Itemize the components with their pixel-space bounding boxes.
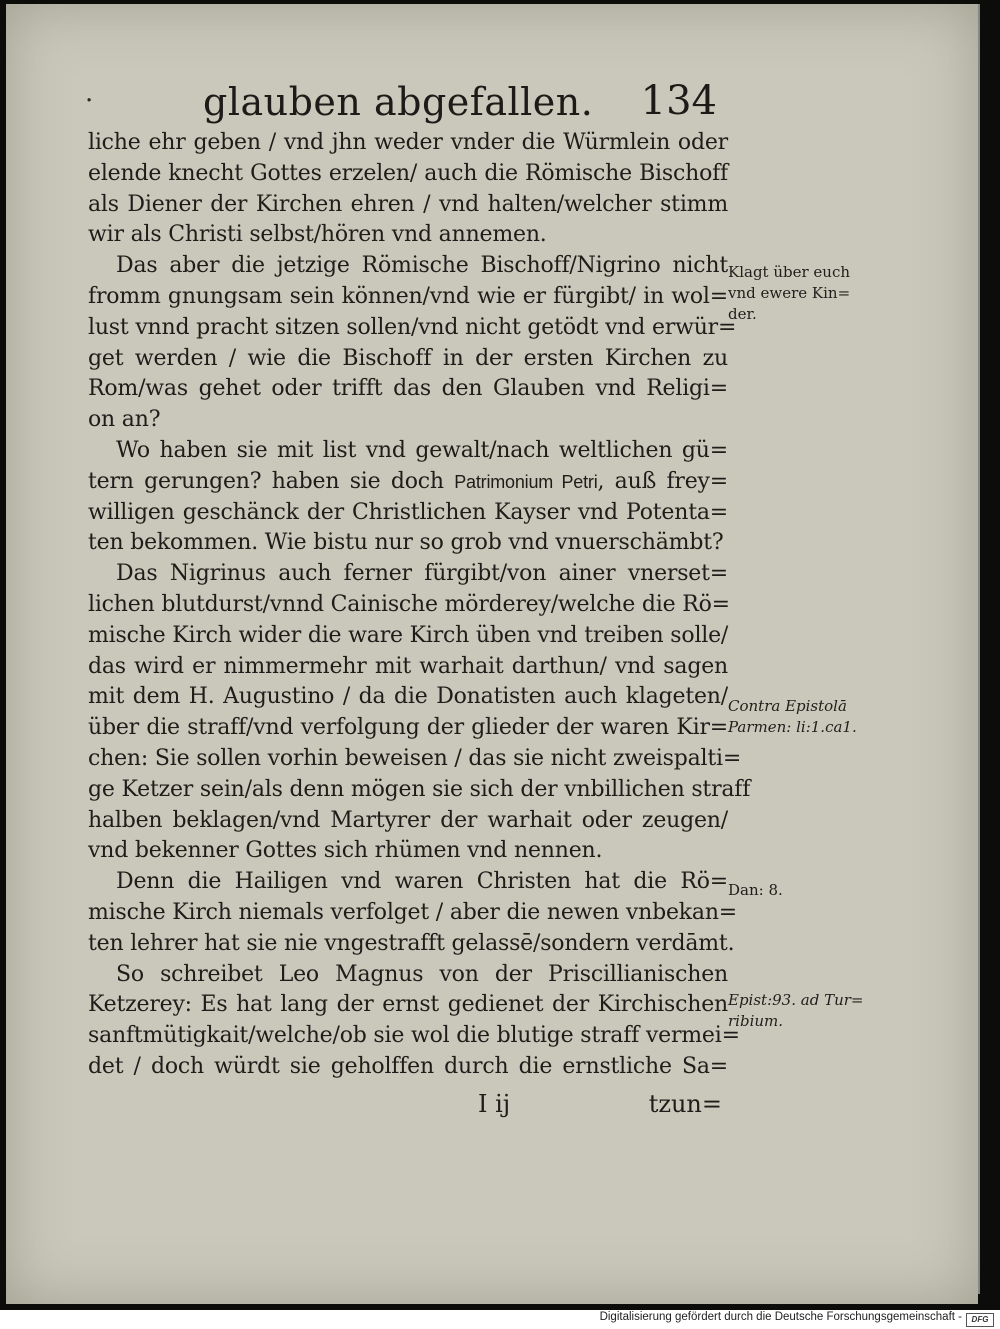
- text-line: Wo haben sie mit list vnd gewalt/nach weltlichen gü=: [116, 437, 728, 463]
- marginal-note-line: vnd ewere Kin=: [728, 284, 851, 302]
- text-line: Denn die Hailigen vnd waren Christen hat die Rö=: [116, 869, 728, 895]
- text-line: vnd bekenner Gottes sich rhümen vnd nennen.: [88, 838, 603, 864]
- marginal-note-line: Klagt über euch: [728, 263, 851, 281]
- text-line: Das Nigrinus auch ferner fürgibt/von ainer vnerset=: [116, 561, 728, 587]
- dfg-logo: DFG: [966, 1313, 994, 1327]
- text-line: ten lehrer hat sie nie vngestrafft gelassē/sondern verdāmt.: [88, 930, 735, 956]
- running-head: [85, 78, 725, 128]
- funding-credit: Digitalisierung gefördert durch die Deutsche Forschungsgemeinschaft -: [599, 1311, 962, 1323]
- marginal-note-line: Dan: 8.: [728, 881, 783, 899]
- text-line: liche ehr geben / vnd jhn weder vnder die Würmlein oder: [88, 130, 728, 155]
- text-line: mit dem H. Augustino / da die Donatisten auch klageten/: [88, 684, 728, 710]
- text-line: ge Ketzer sein/als denn mögen sie sich der vnbillichen straff: [88, 776, 751, 802]
- text-line: lust vnnd pracht sitzen sollen/vnd nicht getödt vnd erwür=: [88, 314, 737, 340]
- latin-phrase: Patrimonium Petri: [454, 471, 598, 492]
- text-line: Das aber die jetzige Römische Bischoff/Nigrino nicht: [116, 253, 728, 279]
- text-line: über die straff/vnd verfolgung der glieder der waren Kir=: [88, 715, 728, 741]
- text-line: halben beklagen/vnd Martyrer der warhait oder zeugen/: [88, 807, 728, 833]
- marginal-note-line: ribium.: [728, 1012, 784, 1030]
- text-line: fromm gnungsam sein können/vnd wie er fürgibt/ in wol=: [88, 283, 728, 309]
- text-line: sanftmütigkait/welche/ob sie wol die blutige straff vermei=: [88, 1023, 740, 1049]
- text-line: [88, 467, 728, 498]
- marginal-note-3: [728, 880, 878, 901]
- text-line: wir als Christi selbst/hören vnd annemen.: [88, 222, 547, 248]
- text-line: lichen blutdurst/vnnd Cainische mörderey/welche die Rö=: [88, 591, 730, 617]
- credit-bar: [0, 1310, 1000, 1329]
- folio-number: 134: [640, 78, 717, 124]
- text-line: ten bekommen. Wie bistu nur so grob vnd vnuerschämbt?: [88, 530, 724, 556]
- running-head-title: glauben abgefallen.: [203, 80, 594, 124]
- text-line: elende knecht Gottes erzelen/ auch die Römische Bischoff: [88, 160, 728, 186]
- marginal-note-1: [728, 262, 878, 325]
- text-line: Rom/was gehet oder trifft das den Glauben vnd Religi=: [88, 376, 728, 402]
- marginal-note-line: Parmen: li:1.ca1.: [728, 718, 857, 736]
- text-line: als Diener der Kirchen ehren / vnd halten/welcher stimm: [88, 191, 728, 217]
- main-text-block: [88, 128, 751, 1083]
- text-line: on an?: [88, 407, 161, 433]
- text-segment: , auß frey=: [597, 468, 728, 494]
- page-footer: [88, 1090, 728, 1124]
- text-line: get werden / wie die Bischoff in der ersten Kirchen zu: [88, 345, 728, 371]
- marginal-note-4: [728, 990, 878, 1032]
- catchword: tzun=: [648, 1090, 722, 1118]
- head-ornament-dot: ·: [85, 86, 94, 116]
- marginal-note-line: der.: [728, 305, 757, 323]
- signature-mark: I ij: [478, 1090, 511, 1118]
- text-line: das wird er nimmermehr mit warhait darthun/ vnd sagen: [88, 653, 728, 679]
- text-line: det / doch würdt sie geholffen durch die ernstliche Sa=: [88, 1053, 728, 1079]
- text-segment: tern gerungen? haben sie doch: [88, 468, 455, 494]
- marginal-note-2: [728, 696, 878, 738]
- text-line: mische Kirch niemals verfolget / aber die newen vnbekan=: [88, 899, 738, 925]
- marginal-note-line: Epist:93. ad Tur=: [728, 991, 864, 1009]
- text-line: willigen geschänck der Christlichen Kayser vnd Potenta=: [88, 499, 728, 525]
- marginal-note-line: Contra Epistolā: [728, 697, 847, 715]
- text-line: chen: Sie sollen vorhin beweisen / das sie nicht zweispalti=: [88, 745, 742, 771]
- text-line: Ketzerey: Es hat lang der ernst gedienet der Kirchischen: [88, 992, 728, 1018]
- text-line: mische Kirch wider die ware Kirch üben vnd treiben solle/: [88, 622, 729, 648]
- text-line: So schreibet Leo Magnus von der Priscillianischen: [116, 961, 728, 987]
